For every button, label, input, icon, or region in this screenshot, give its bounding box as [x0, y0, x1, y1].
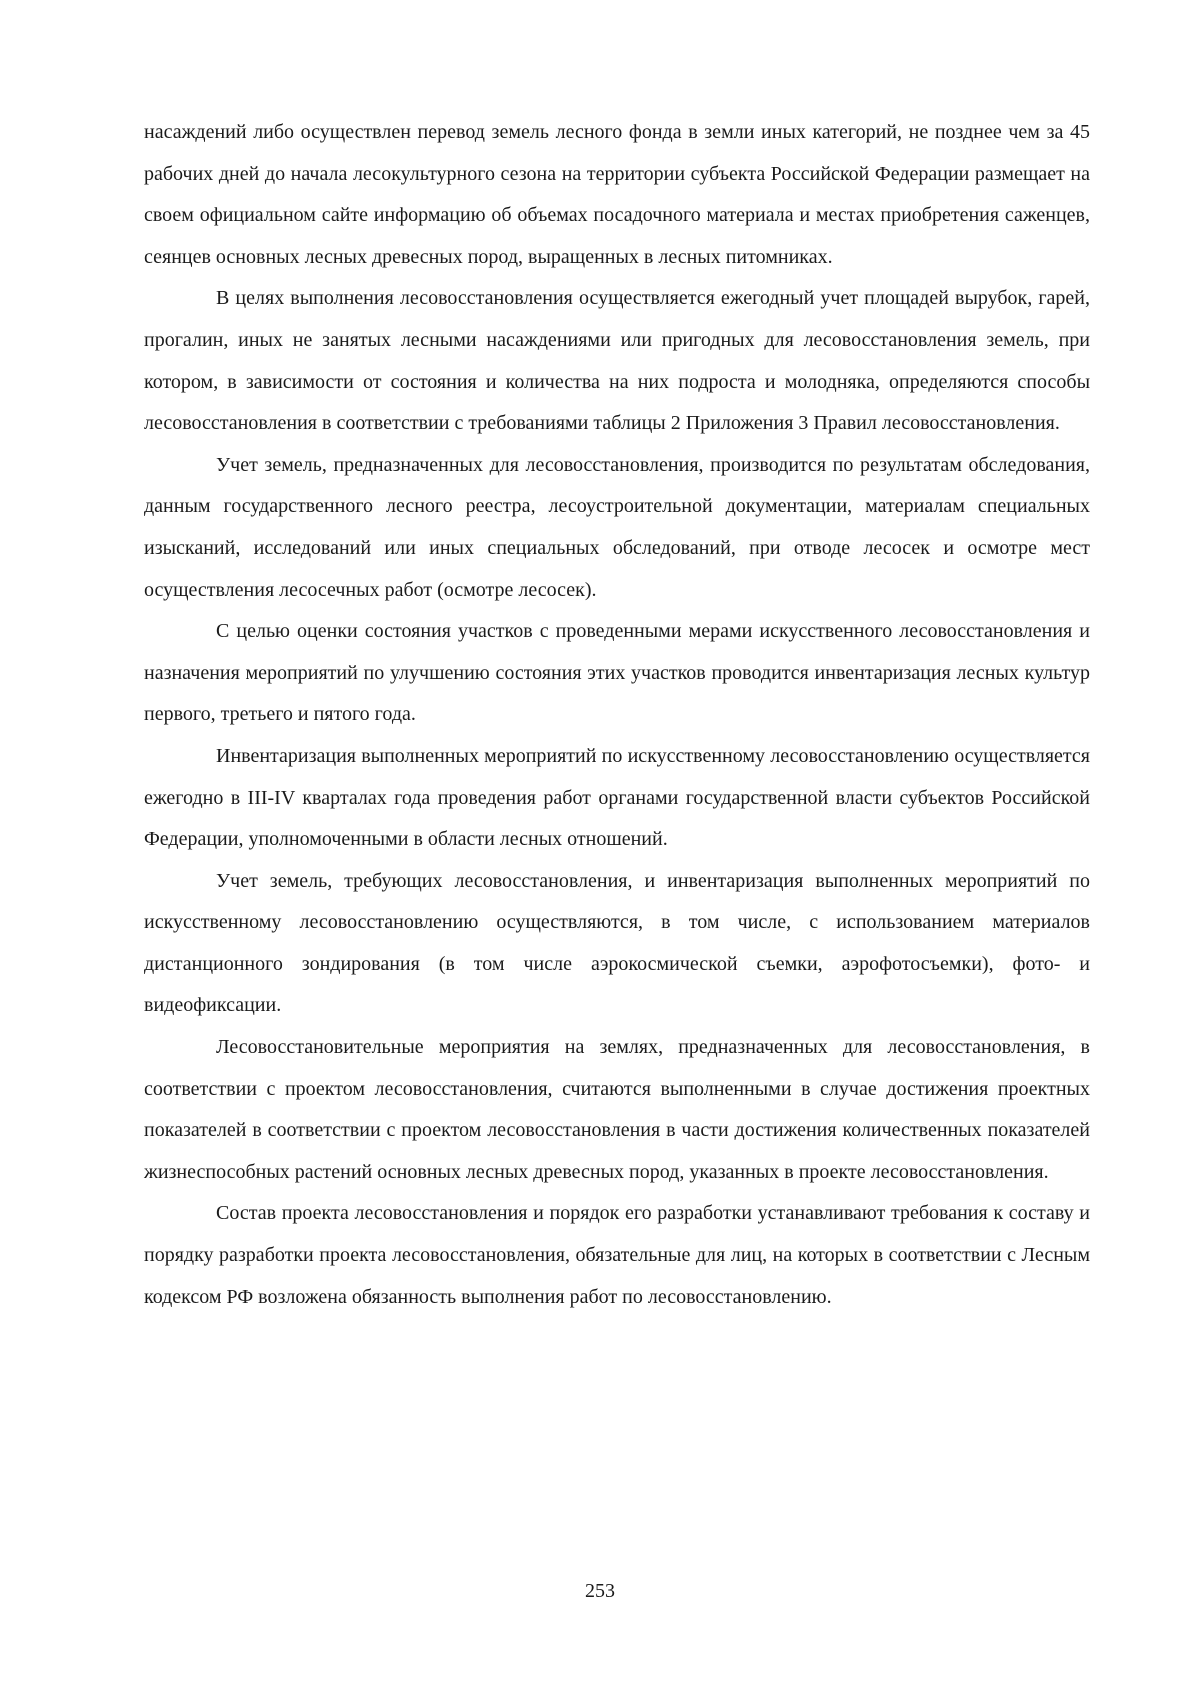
paragraph-2: В целях выполнения лесовосстановления осуществляется ежегодный учет площадей вырубок, гарей, прогалин, иных не занятых лесными насаждениями или пригодных для лесовосстановления земель, при котором, в зависимости от состояния и количества на них подроста и молодняка, определяются способы лесовосстановления в соответствии с требованиями таблицы 2 Приложения 3 Правил лесовосстановления. [144, 287, 1090, 435]
paragraph-7: Лесовосстановительные мероприятия на землях, предназначенных для лесовосстановления, в соответствии с проектом лесовосстановления, считаются выполненными в случае достижения проектных показателей в соответствии с проектом лесовосстановления в части достижения количественных показателей жизнеспособных растений основных лесных древесных пород, указанных в проекте лесовосстановления. [144, 1036, 1090, 1183]
paragraph-4: С целью оценки состояния участков с проведенными мерами искусственного лесовосстановления и назначения мероприятий по улучшению состояния этих участков проводится инвентаризация лесных культур первого, третьего и пятого года. [144, 620, 1090, 726]
paragraph-5: Инвентаризация выполненных мероприятий по искусственному лесовосстановлению осуществляется ежегодно в III-IV кварталах года проведения работ органами государственной власти субъектов Российской Федерации, уполномоченными в области лесных отношений. [144, 744, 1090, 851]
page-number: 253 [585, 1580, 615, 1602]
paragraph-8: Состав проекта лесовосстановления и порядок его разработки устанавливают требования к составу и порядку разработки проекта лесовосстановления, обязательные для лиц, на которых в соответствии с Лесным кодексом РФ возложена обязанность выполнения работ по лесовосстановлению. [144, 1202, 1090, 1308]
body-text [144, 112, 1090, 1318]
paragraph-3: Учет земель, предназначенных для лесовосстановления, производится по результатам обследования, данным государственного лесного реестра, лесоустроительной документации, материалам специальных изысканий, исследований или иных специальных обследований, при отводе лесосек и осмотре мест осуществления лесосечных работ (осмотре лесосек). [144, 453, 1090, 601]
paragraph-6: Учет земель, требующих лесовосстановления, и инвентаризация выполненных мероприятий по искусственному лесовосстановлению осуществляются, в том числе, с использованием материалов дистанционного зондирования (в том числе аэрокосмической съемки, аэрофотосъемки), фото- и видеофиксации. [144, 869, 1090, 1017]
paragraph-1: насаждений либо осуществлен перевод земель лесного фонда в земли иных категорий, не позднее чем за 45 рабочих дней до начала лесокультурного сезона на территории субъекта Российской Федерации размещает на своем официальном сайте информацию об объемах посадочного материала и местах приобретения саженцев, сеянцев основных лесных древесных пород, выращенных в лесных питомниках. [144, 121, 1090, 268]
